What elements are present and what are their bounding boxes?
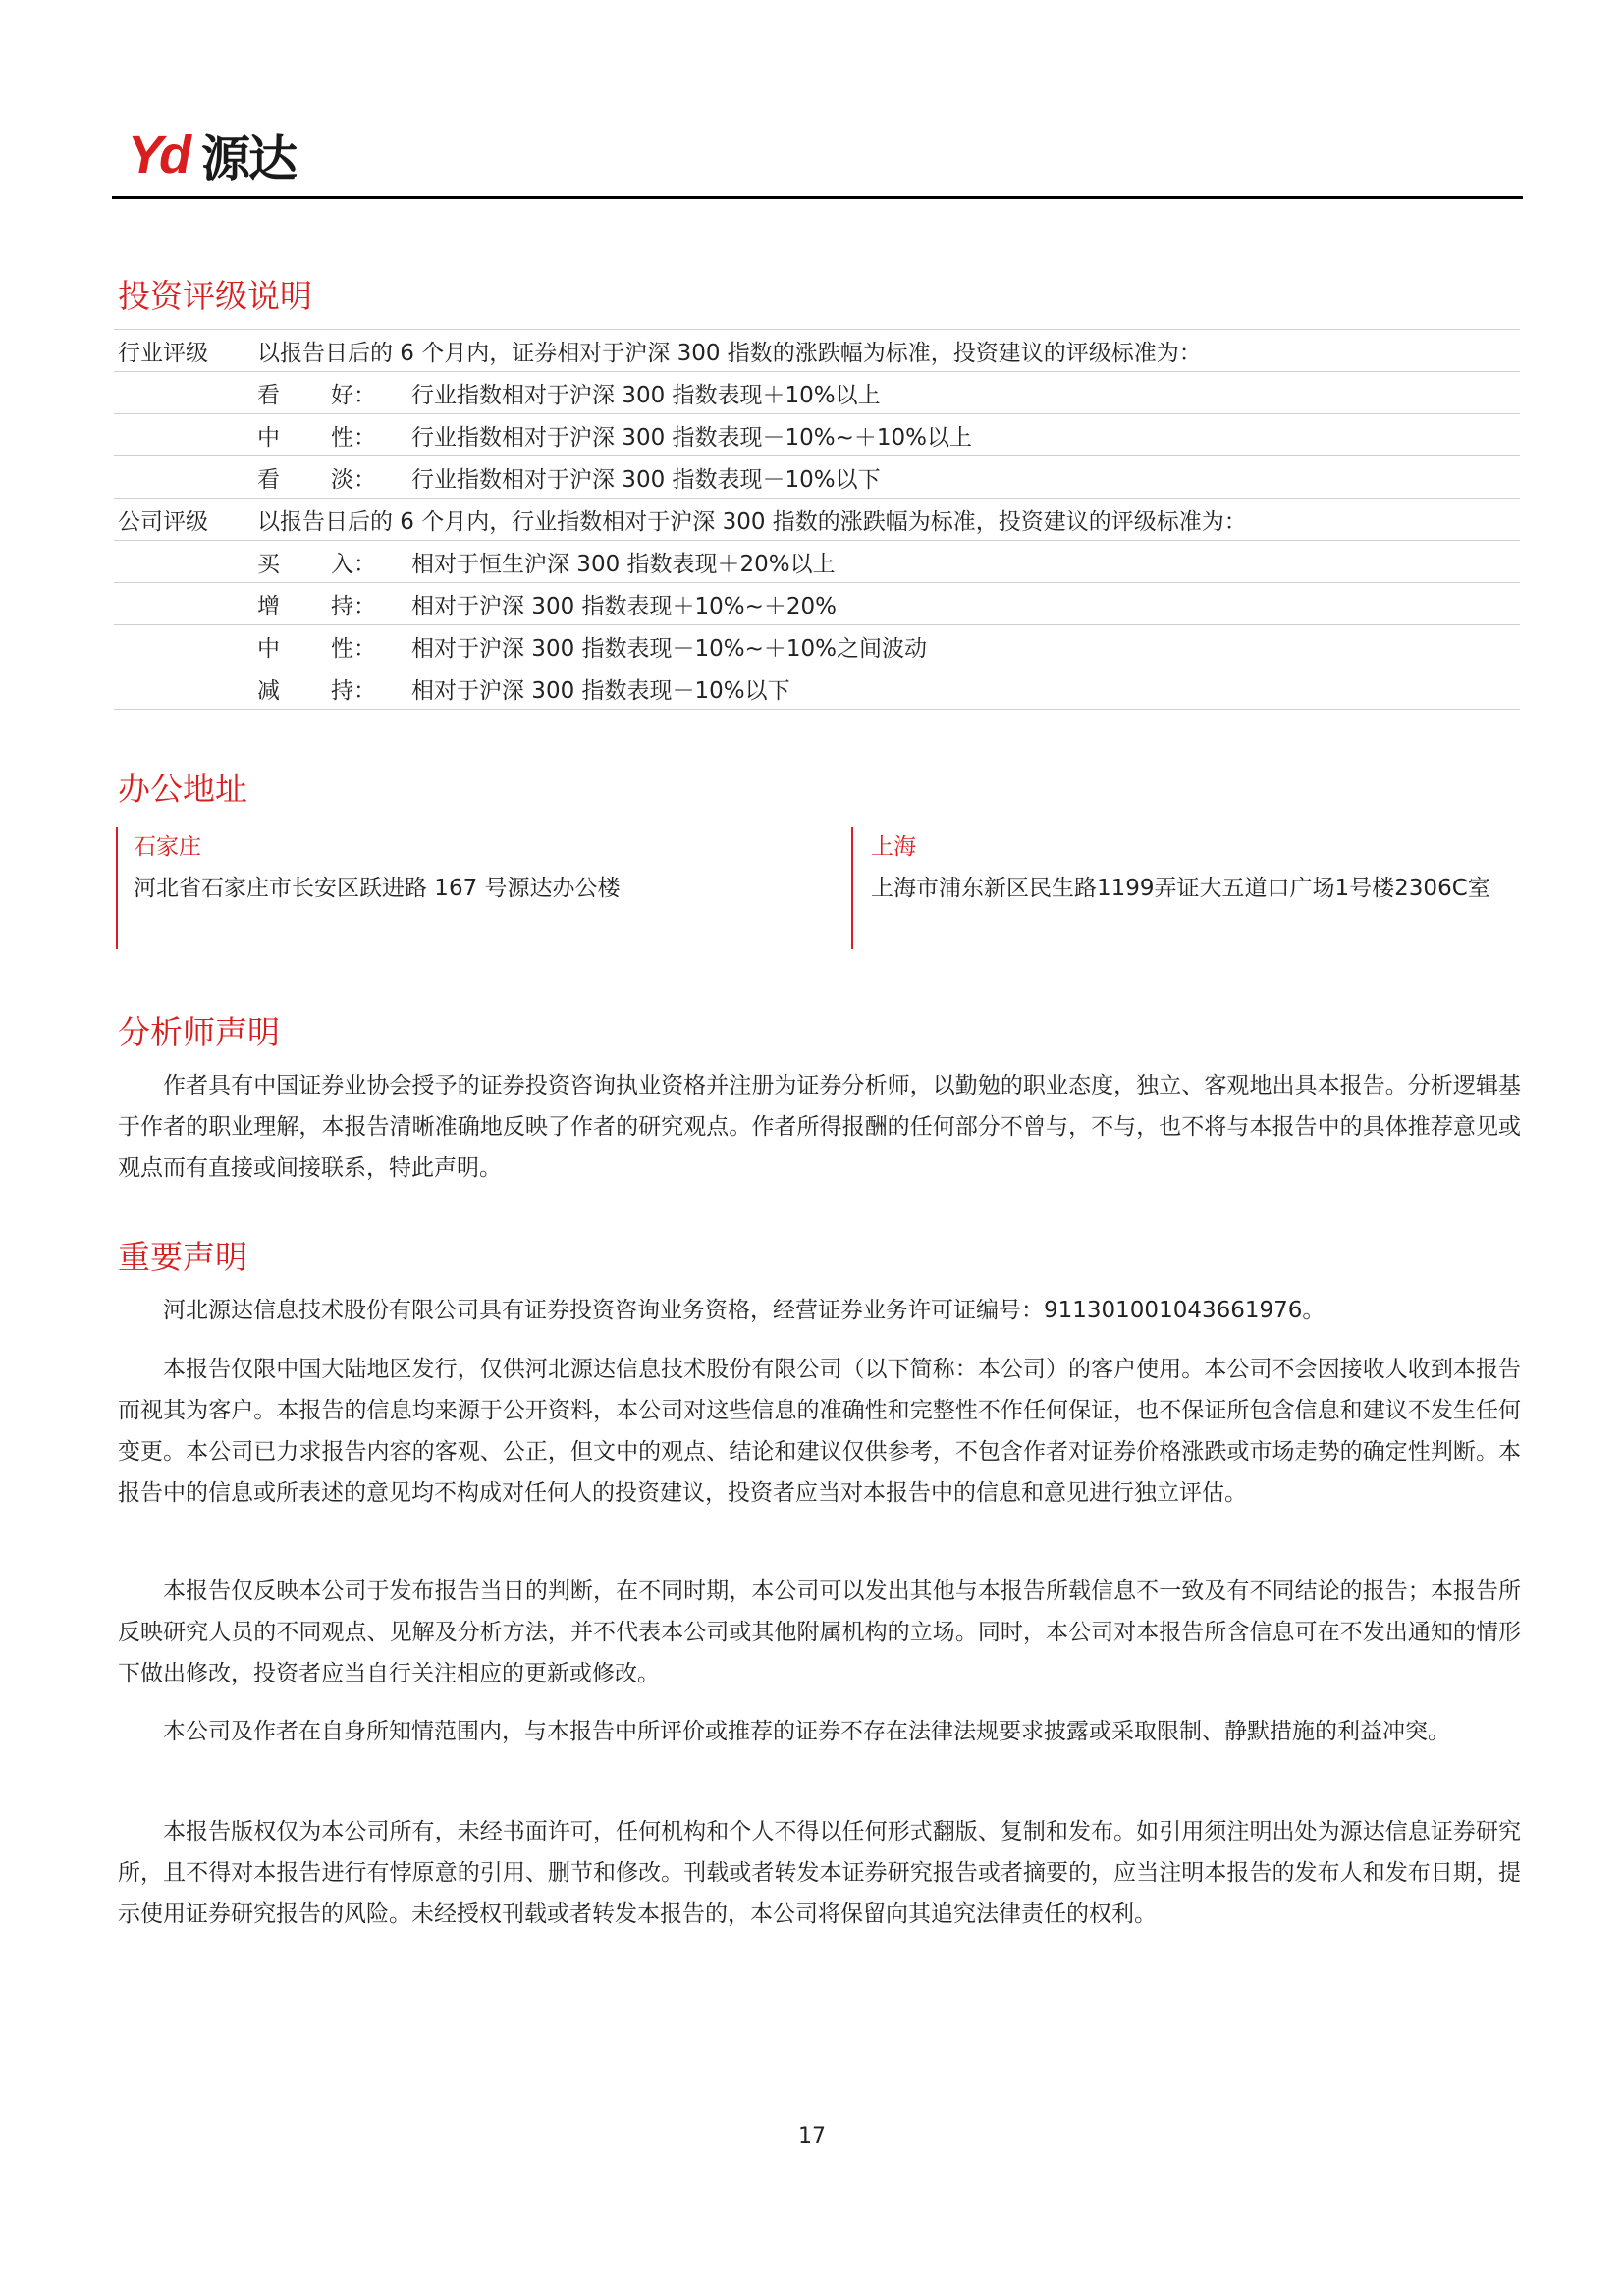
rating-label: 好： — [331, 382, 376, 408]
table-row — [114, 667, 1520, 710]
rating-label: 入： — [331, 551, 376, 577]
rating-label: 淡： — [331, 466, 376, 493]
rating-desc: 相对于恒生沪深 300 指数表现＋20%以上 — [411, 551, 836, 577]
rating-desc: 以报告日后的 6 个月内，证券相对于沪深 300 指数的涨跌幅为标准，投资建议的评级标准为： — [257, 340, 1202, 366]
table-row — [114, 414, 1520, 456]
rating-label: 看 — [257, 382, 280, 408]
table-row — [114, 330, 1520, 372]
rating-label: 性： — [331, 635, 376, 662]
office-shanghai — [851, 827, 1521, 949]
rating-label: 中 — [257, 424, 280, 451]
rating-label: 看 — [257, 466, 280, 493]
disclaimer-paragraph: 本报告仅限中国大陆地区发行，仅供河北源达信息技术股份有限公司（以下简称：本公司）的客户使用。本公司不会因接收人收到本报告而视其为客户。本报告的信息均来源于公开资料，本公司对这些信息的准确性和完整性不作任何保证，也不保证所包含信息和建议不发生任何变更。本公司已力求报告内容的客观、公正，但文中的观点、结论和建议仅供参考，不包含作者对证券价格涨跌或市场走势的确定性判断。本报告中的信息或所表述的意见均不构成对任何人的投资建议，投资者应当对本报告中的信息和意见进行独立评估。 — [118, 1357, 1521, 1506]
analyst-title: 分析师声明 — [118, 1013, 280, 1051]
table-row — [114, 372, 1520, 414]
disclaimer-paragraph: 本报告仅反映本公司于发布报告当日的判断，在不同时期，本公司可以发出其他与本报告所载信息不一致及有不同结论的报告；本报告所反映研究人员的不同观点、见解及分析方法，并不代表本公司或其他附属机构的立场。同时，本公司对本报告所含信息可在不发出通知的情形下做出修改，投资者应当自行关注相应的更新或修改。 — [118, 1578, 1521, 1686]
table-row — [114, 499, 1520, 541]
rating-category: 公司评级 — [118, 508, 208, 535]
rating-desc: 相对于沪深 300 指数表现－10%~＋10%之间波动 — [411, 635, 928, 662]
rating-label: 减 — [257, 677, 280, 704]
rating-label: 持： — [331, 593, 376, 619]
rating-desc: 行业指数相对于沪深 300 指数表现－10%以下 — [411, 466, 881, 493]
disclaimer-paragraph: 河北源达信息技术股份有限公司具有证券投资咨询业务资格，经营证券业务许可证编号：911301001043661976。 — [163, 1298, 1326, 1323]
analyst-statement: 作者具有中国证券业协会授予的证券投资咨询执业资格并注册为证券分析师，以勤勉的职业态度，独立、客观地出具本报告。分析逻辑基于作者的职业理解，本报告清晰准确地反映了作者的研究观点。作者所得报酬的任何部分不曾与，不与，也不将与本报告中的具体推荐意见或观点而有直接或间接联系，特此声明。 — [118, 1073, 1521, 1181]
rating-desc: 相对于沪深 300 指数表现＋10%~＋20% — [411, 593, 838, 619]
rating-category: 行业评级 — [118, 340, 208, 366]
rating-title: 投资评级说明 — [118, 277, 312, 315]
rating-label: 持： — [331, 677, 376, 704]
company-logo — [128, 126, 296, 185]
rating-desc: 相对于沪深 300 指数表现－10%以下 — [411, 677, 790, 704]
header-divider — [112, 196, 1523, 199]
offices-title: 办公地址 — [118, 770, 247, 808]
disclaimer-paragraph: 本报告版权仅为本公司所有，未经书面许可，任何机构和个人不得以任何形式翻版、复制和发布。如引用须注明出处为源达信息证券研究所，且不得对本报告进行有悖原意的引用、删节和修改。刊载或者转发本证券研究报告或者摘要的，应当注明本报告的发布人和发布日期，提示使用证券研究报告的风险。未经授权刊载或者转发本报告的，本公司将保留向其追究法律责任的权利。 — [118, 1819, 1521, 1927]
office-shijiazhuang — [116, 827, 840, 949]
disclaimer-paragraph: 本公司及作者在自身所知情范围内，与本报告中所评价或推荐的证券不存在法律法规要求披露或采取限制、静默措施的利益冲突。 — [163, 1719, 1450, 1744]
office-address: 上海市浦东新区民生路1199弄证大五道口广场1号楼2306C室 — [871, 876, 1490, 901]
office-city: 上海 — [871, 834, 916, 860]
rating-label: 中 — [257, 635, 280, 662]
rating-desc: 以报告日后的 6 个月内，行业指数相对于沪深 300 指数的涨跌幅为标准，投资建议的评级标准为： — [257, 508, 1247, 535]
rating-label: 性： — [331, 424, 376, 451]
table-row — [114, 456, 1520, 499]
office-city: 石家庄 — [134, 834, 201, 860]
rating-desc: 行业指数相对于沪深 300 指数表现－10%~＋10%以上 — [411, 424, 973, 451]
table-row — [114, 625, 1520, 667]
office-address: 河北省石家庄市长安区跃进路 167 号源达办公楼 — [134, 876, 621, 901]
rating-label: 增 — [257, 593, 280, 619]
table-row — [114, 583, 1520, 625]
logo-mark: Yd — [128, 126, 189, 185]
rating-desc: 行业指数相对于沪深 300 指数表现＋10%以上 — [411, 382, 881, 408]
rating-table — [114, 329, 1520, 710]
logo-text: 源达 — [201, 131, 297, 187]
rating-label: 买 — [257, 551, 280, 577]
important-title: 重要声明 — [118, 1238, 247, 1276]
table-row — [114, 541, 1520, 583]
page-number: 17 — [798, 2124, 826, 2149]
